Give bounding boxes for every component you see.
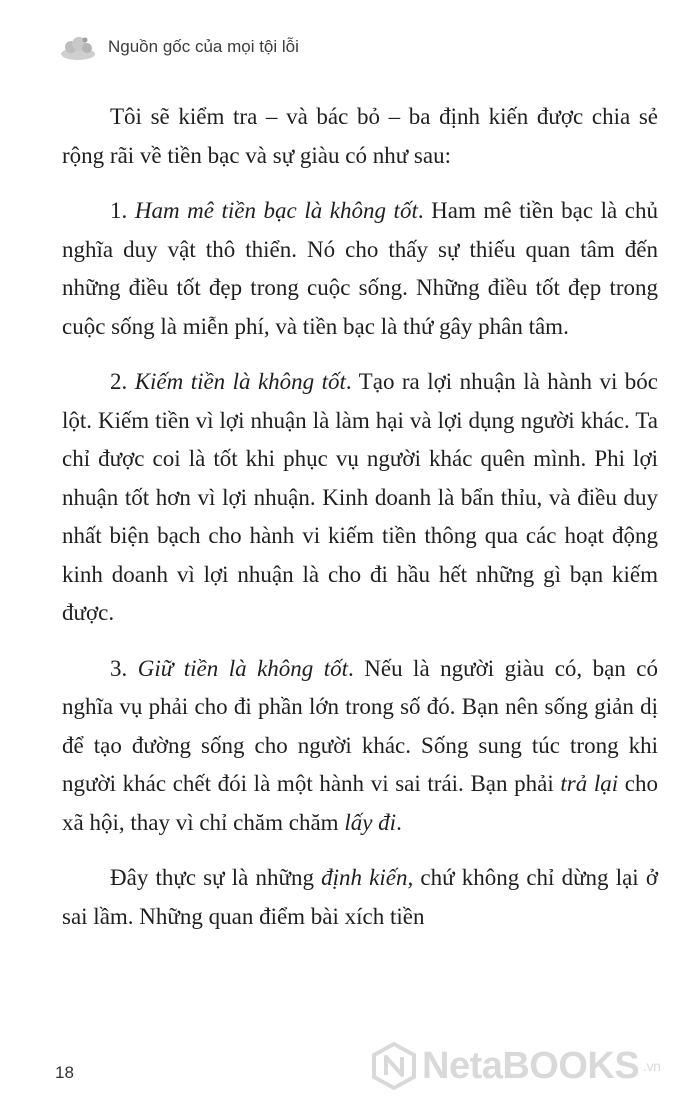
netabooks-logo-icon: [370, 1042, 418, 1090]
text-run: 3.: [110, 655, 138, 681]
italic-run: Giữ tiền là không tốt: [137, 655, 349, 681]
watermark: [370, 1042, 660, 1090]
page-number: 18: [55, 1063, 74, 1082]
text-run: Tôi sẽ kiểm tra – và bác bỏ – ba định kiến được chia sẻ rộng rãi về tiền bạc và sự giàu có như sau:: [62, 104, 658, 168]
header-title: Nguồn gốc của mọi tội lỗi: [108, 37, 299, 56]
text-run: . Ham mê tiền bạc là chủ nghĩa duy vật thô thiển. Nó cho thấy sự thiếu quan tâm đến những điều tốt đẹp trong cuộc sống. Những điều tốt đẹp trong cuộc sống là miễn phí, và tiền bạc là thứ gây phân tâm.: [62, 198, 659, 339]
running-header: [58, 30, 299, 64]
italic-run: Kiếm tiền là không tốt: [134, 369, 346, 394]
sheep-cloud-icon: [58, 32, 98, 62]
text-run: 1.: [110, 198, 135, 223]
paragraph: [62, 650, 658, 843]
paragraph: [62, 859, 658, 936]
watermark-brand: NetaBOOKS: [422, 1044, 640, 1087]
italic-run: Ham mê tiền bạc là không tốt: [134, 198, 418, 223]
italic-run: lấy đi: [344, 809, 397, 835]
text-run: . Nếu là người giàu có, bạn có nghĩa vụ phải cho đi phần lớn trong số đó. Bạn nên sống giản dị để tạo đường sống cho người khác. Sống sung túc trong khi người khác chết đói là một hành vi sai trái. Bạn phải: [62, 655, 659, 796]
text-run: .: [396, 809, 402, 835]
watermark-suffix: .vn: [643, 1058, 661, 1074]
paragraph: [62, 192, 658, 346]
paragraph: [62, 98, 658, 175]
text-run: chứ không chỉ dừng lại ở sai lầm. Những quan điểm bài xích tiền: [62, 865, 658, 929]
text-run: cho xã hội, thay vì chỉ chăm chăm: [62, 771, 658, 835]
body-text: [62, 98, 658, 953]
italic-run: trả lại: [560, 771, 619, 796]
text-run: . Tạo ra lợi nhuận là hành vi bóc lột. Kiếm tiền vì lợi nhuận là làm hại và lợi dụng người khác. Ta chỉ được coi là tốt khi phục vụ người khác quên mình. Phi lợi nhuận tốt hơn vì lợi nhuận. Kinh doanh là bẩn thỉu, và điều duy nhất biện bạch cho hành vi kiếm tiền thông qua các hoạt động kinh doanh vì lợi nhuận là cho đi hầu hết những gì bạn kiếm được.: [62, 369, 658, 625]
paragraph: [62, 363, 658, 633]
text-run: 2.: [110, 369, 135, 394]
text-run: Đây thực sự là những: [110, 865, 322, 890]
italic-run: định kiến,: [321, 865, 414, 890]
